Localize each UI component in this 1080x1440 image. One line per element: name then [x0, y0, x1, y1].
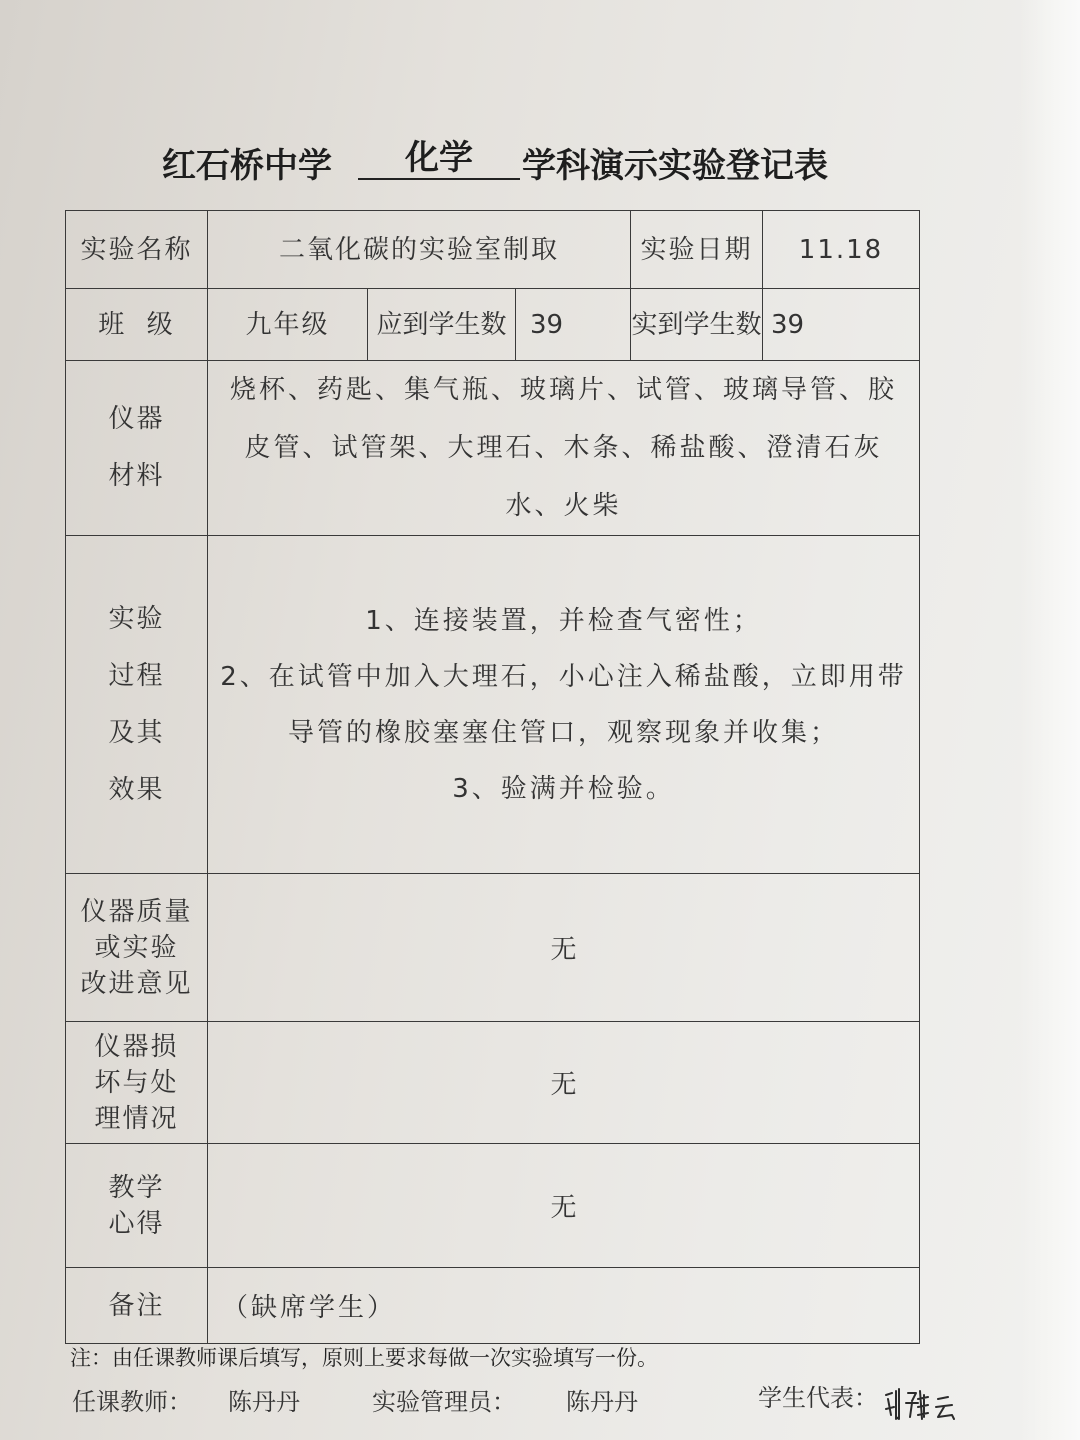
experiment-name-label: 实验名称 [66, 211, 208, 289]
materials-value: 烧杯、药匙、集气瓶、玻璃片、试管、玻璃导管、胶皮管、试管架、大理石、木条、稀盐酸、澄清石灰水、火柴 [208, 361, 920, 536]
student-rep-label: 学生代表： [758, 1384, 878, 1412]
row-experiment-name [66, 211, 920, 289]
teaching-value: 无 [208, 1144, 920, 1268]
teaching-label-line: 心得 [108, 1208, 165, 1239]
materials-label [66, 361, 208, 536]
teaching-label [66, 1144, 208, 1268]
title-subject: 化学 [358, 138, 520, 180]
process-step-2: 2、在试管中加入大理石，小心注入稀盐酸，立即用带导管的橡胶塞塞住管口，观察现象并收集； [220, 661, 907, 748]
registration-table [65, 210, 920, 1344]
process-label-line: 及其 [108, 717, 165, 748]
damage-label-line: 坏与处 [94, 1067, 179, 1098]
row-remarks [66, 1268, 920, 1344]
title-rest: 学科演示实验登记表 [522, 146, 828, 186]
student-rep-signature [882, 1385, 962, 1425]
paper-edge [1020, 0, 1080, 1440]
remarks-label: 备注 [66, 1268, 208, 1344]
quality-label [66, 874, 208, 1022]
quality-label-line: 或实验 [94, 932, 179, 963]
process-value [208, 536, 920, 874]
manager-label: 实验管理员： [372, 1388, 516, 1416]
teacher-name: 陈丹丹 [228, 1388, 300, 1416]
footer-note: 注：由任课教师课后填写，原则上要求每做一次实验填写一份。 [70, 1346, 658, 1370]
damage-label-line: 仪器损 [94, 1031, 179, 1062]
process-label [66, 536, 208, 874]
expected-students-label: 应到学生数 [368, 289, 516, 361]
actual-students-label: 实到学生数 [631, 289, 763, 361]
row-quality [66, 874, 920, 1022]
row-process [66, 536, 920, 874]
quality-label-line: 改进意见 [80, 968, 193, 999]
materials-label-line-1: 仪器 [108, 404, 165, 434]
row-class [66, 289, 920, 361]
manager-name: 陈丹丹 [566, 1388, 638, 1416]
row-teaching [66, 1144, 920, 1268]
quality-value: 无 [208, 874, 920, 1022]
process-step-3: 3、验满并检验。 [452, 773, 675, 804]
remarks-value: （缺席学生） [208, 1268, 920, 1344]
date-label: 实验日期 [631, 211, 763, 289]
date-value: 11.18 [763, 211, 920, 289]
class-value: 九年级 [208, 289, 368, 361]
process-label-line: 实验 [108, 603, 165, 634]
damage-value: 无 [208, 1022, 920, 1144]
row-materials [66, 361, 920, 536]
process-step-1: 1、连接装置，并检查气密性； [365, 605, 762, 636]
quality-label-line: 仪器质量 [80, 896, 193, 927]
class-label: 班 级 [66, 289, 208, 361]
teaching-label-line: 教学 [108, 1172, 165, 1203]
expected-students-value: 39 [516, 289, 631, 361]
damage-label [66, 1022, 208, 1144]
teacher-label: 任课教师： [72, 1388, 192, 1416]
experiment-name-value: 二氧化碳的实验室制取 [208, 211, 631, 289]
title-school: 红石桥中学 [162, 146, 332, 186]
materials-label-line-2: 材料 [108, 461, 165, 491]
damage-label-line: 理情况 [94, 1103, 179, 1134]
process-label-line: 过程 [108, 660, 165, 691]
row-damage [66, 1022, 920, 1144]
process-label-line: 效果 [108, 774, 165, 805]
actual-students-value: 39 [763, 289, 920, 361]
